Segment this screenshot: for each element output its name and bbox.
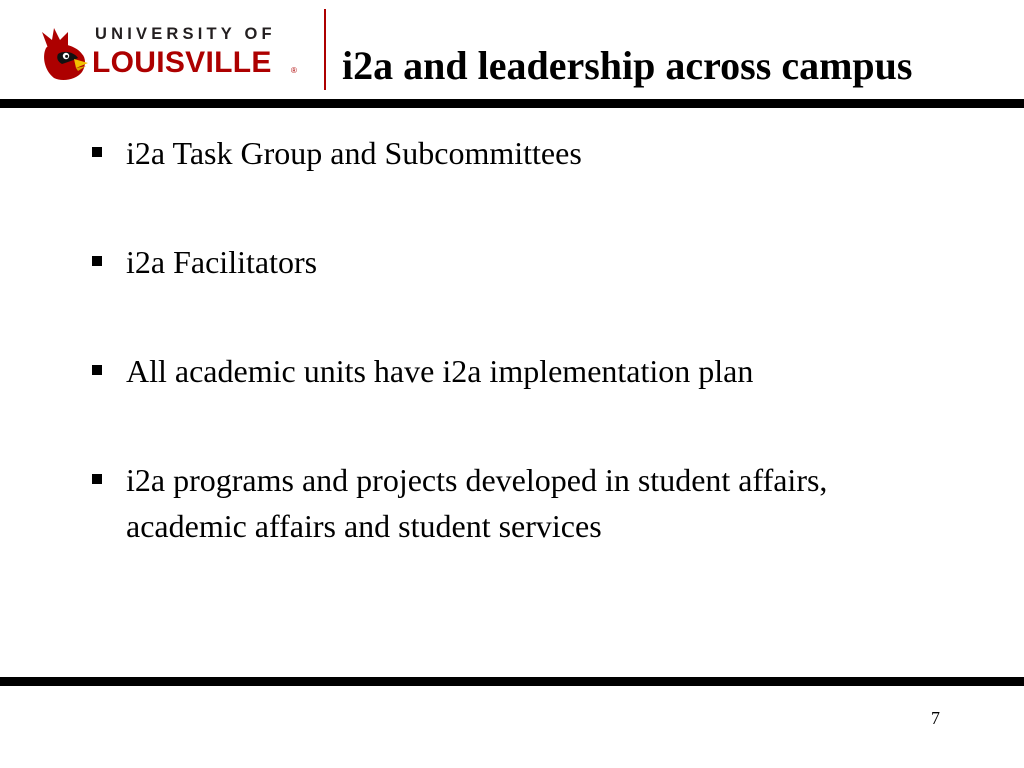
header-rule (0, 99, 1024, 108)
square-bullet-icon (92, 365, 102, 375)
bullet-text: i2a programs and projects developed in student affairs, academic affairs and student services (126, 462, 828, 544)
square-bullet-icon (92, 147, 102, 157)
bullet-text: i2a Facilitators (126, 244, 318, 280)
logo-registered-mark: ® (291, 66, 297, 75)
bullet-text: i2a Task Group and Subcommittees (126, 135, 582, 171)
footer-rule (0, 677, 1024, 686)
bullet-item (88, 457, 918, 549)
square-bullet-icon (92, 256, 102, 266)
bullet-text: All academic units have i2a implementation plan (126, 353, 754, 389)
university-logo (38, 22, 300, 86)
header-divider (324, 9, 326, 90)
bullet-item (88, 348, 918, 394)
cardinal-head-icon (38, 26, 88, 82)
page-number: 7 (931, 708, 940, 728)
slide-title: i2a and leadership across campus (342, 43, 913, 88)
square-bullet-icon (92, 474, 102, 484)
logo-louisville-text: LOUISVILLE (92, 46, 272, 79)
bullet-item (88, 239, 918, 285)
bullet-item (88, 130, 918, 176)
bullet-list (88, 130, 918, 612)
logo-university-of-text: UNIVERSITY OF (95, 25, 276, 43)
